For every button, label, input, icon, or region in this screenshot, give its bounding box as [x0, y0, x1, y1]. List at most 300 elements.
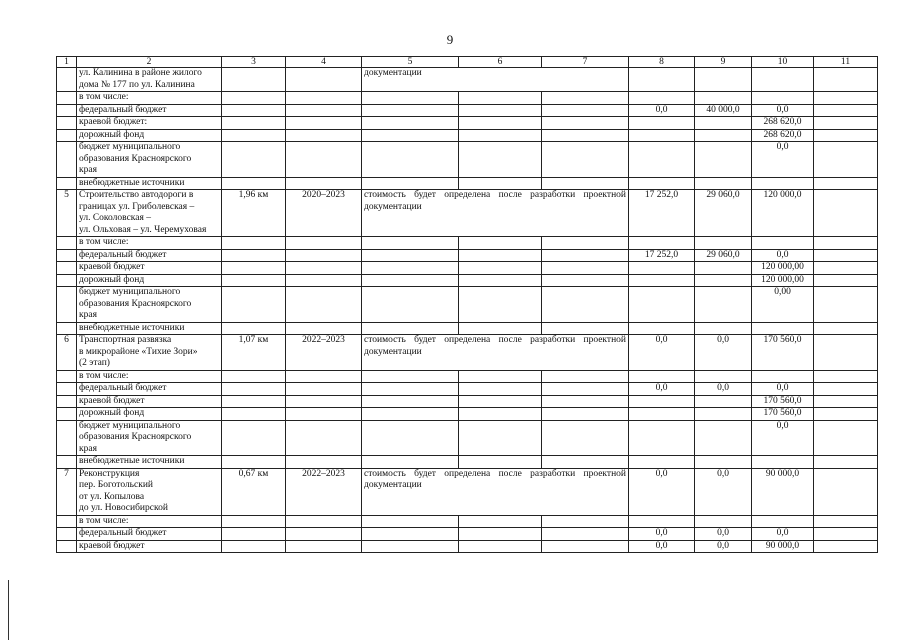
value-cell: 120 000,0	[752, 190, 814, 237]
length-cell	[222, 383, 286, 396]
value-cell: 29 060,0	[695, 190, 752, 237]
value-cell	[695, 370, 752, 383]
row-number-cell	[57, 395, 77, 408]
value-cell	[752, 456, 814, 469]
name-cell: федеральный бюджет	[77, 528, 222, 541]
table-row-subitem	[57, 420, 878, 456]
value-cell: 0,0	[695, 383, 752, 396]
cost-note-cell	[362, 129, 459, 142]
value-cell	[695, 515, 752, 528]
value-cell: 40 000,0	[695, 104, 752, 117]
empty-cell	[542, 420, 629, 456]
value-cell	[629, 515, 695, 528]
value-cell	[695, 92, 752, 105]
empty-cell	[814, 177, 878, 190]
empty-cell	[459, 104, 542, 117]
empty-cell	[459, 370, 542, 383]
value-cell	[695, 395, 752, 408]
empty-cell	[542, 92, 629, 105]
name-cell: бюджет муниципального образования Красноярского края	[77, 420, 222, 456]
empty-cell	[459, 142, 542, 178]
value-cell: 0,0	[629, 540, 695, 553]
empty-cell	[542, 383, 629, 396]
period-cell	[286, 287, 362, 323]
value-cell	[695, 262, 752, 275]
empty-cell	[542, 540, 629, 553]
cost-note-cell	[362, 540, 459, 553]
empty-cell	[542, 287, 629, 323]
value-cell	[629, 408, 695, 421]
empty-cell	[814, 92, 878, 105]
period-cell	[286, 117, 362, 130]
empty-cell	[542, 117, 629, 130]
period-cell	[286, 395, 362, 408]
value-cell: 268 620,0	[752, 117, 814, 130]
empty-cell	[459, 237, 542, 250]
value-cell	[752, 237, 814, 250]
row-number-cell	[57, 142, 77, 178]
value-cell	[695, 177, 752, 190]
row-number-cell: 7	[57, 468, 77, 515]
investment-table	[56, 56, 878, 553]
empty-cell	[814, 129, 878, 142]
cost-note-cell: стоимость будет определена после разработки проектной документации	[362, 190, 629, 237]
cost-note-cell	[362, 177, 459, 190]
name-cell: краевой бюджет	[77, 262, 222, 275]
header-cell: 3	[222, 57, 286, 68]
period-cell	[286, 104, 362, 117]
length-cell	[222, 322, 286, 335]
scan-margin-line	[8, 580, 9, 640]
value-cell	[629, 456, 695, 469]
name-cell: внебюджетные источники	[77, 177, 222, 190]
table-row-subitem	[57, 177, 878, 190]
name-cell: краевой бюджет:	[77, 117, 222, 130]
empty-cell	[814, 408, 878, 421]
name-cell: федеральный бюджет	[77, 383, 222, 396]
length-cell	[222, 540, 286, 553]
row-number-cell	[57, 129, 77, 142]
empty-cell	[459, 92, 542, 105]
period-cell	[286, 177, 362, 190]
row-number-cell	[57, 540, 77, 553]
table-row-subitem	[57, 92, 878, 105]
table-row-subitem	[57, 383, 878, 396]
value-cell	[752, 322, 814, 335]
table-row-subitem	[57, 117, 878, 130]
header-cell: 4	[286, 57, 362, 68]
header-cell: 10	[752, 57, 814, 68]
value-cell: 170 560,0	[752, 395, 814, 408]
row-number-cell	[57, 515, 77, 528]
table-row-subitem	[57, 540, 878, 553]
value-cell	[695, 420, 752, 456]
row-number-cell	[57, 408, 77, 421]
row-number-cell	[57, 322, 77, 335]
page-number: 9	[446, 32, 454, 47]
value-cell: 170 560,0	[752, 335, 814, 371]
empty-cell	[542, 104, 629, 117]
row-number-cell	[57, 249, 77, 262]
row-number-cell	[57, 383, 77, 396]
table-row-subitem	[57, 249, 878, 262]
period-cell	[286, 68, 362, 92]
cost-note-cell	[362, 92, 459, 105]
value-cell	[695, 322, 752, 335]
name-cell: внебюджетные источники	[77, 322, 222, 335]
name-cell: в том числе:	[77, 515, 222, 528]
empty-cell	[814, 287, 878, 323]
period-cell	[286, 274, 362, 287]
length-cell	[222, 249, 286, 262]
row-number-cell	[57, 117, 77, 130]
period-cell	[286, 370, 362, 383]
value-cell: 0,00	[752, 287, 814, 323]
empty-cell	[814, 420, 878, 456]
cost-note-cell	[362, 274, 459, 287]
cost-note-cell	[362, 528, 459, 541]
length-cell	[222, 287, 286, 323]
length-cell	[222, 129, 286, 142]
value-cell: 0,0	[752, 420, 814, 456]
length-cell	[222, 408, 286, 421]
empty-cell	[814, 322, 878, 335]
value-cell: 0,0	[752, 528, 814, 541]
empty-cell	[814, 117, 878, 130]
table-row-subitem	[57, 274, 878, 287]
empty-cell	[459, 383, 542, 396]
empty-cell	[459, 515, 542, 528]
period-cell	[286, 515, 362, 528]
row-number-cell	[57, 287, 77, 323]
empty-cell	[814, 456, 878, 469]
header-cell: 8	[629, 57, 695, 68]
header-cell: 5	[362, 57, 459, 68]
table-row-subitem	[57, 104, 878, 117]
row-number-cell	[57, 68, 77, 92]
empty-cell	[814, 68, 878, 92]
empty-cell	[542, 322, 629, 335]
table-row-subitem	[57, 515, 878, 528]
value-cell	[695, 117, 752, 130]
empty-cell	[814, 142, 878, 178]
value-cell: 0,0	[695, 528, 752, 541]
value-cell: 0,0	[629, 468, 695, 515]
table-row-item	[57, 468, 878, 515]
empty-cell	[814, 190, 878, 237]
empty-cell	[542, 129, 629, 142]
table-row-subitem	[57, 456, 878, 469]
empty-cell	[542, 456, 629, 469]
period-cell	[286, 249, 362, 262]
value-cell	[752, 370, 814, 383]
value-cell: 0,0	[629, 335, 695, 371]
length-cell	[222, 370, 286, 383]
value-cell	[695, 456, 752, 469]
row-number-cell: 6	[57, 335, 77, 371]
row-number-cell: 5	[57, 190, 77, 237]
cost-note-cell	[362, 456, 459, 469]
period-cell	[286, 262, 362, 275]
cost-note-cell	[362, 117, 459, 130]
empty-cell	[814, 468, 878, 515]
value-cell	[629, 322, 695, 335]
table-row-subitem	[57, 129, 878, 142]
name-cell: краевой бюджет	[77, 395, 222, 408]
row-number-cell	[57, 177, 77, 190]
period-cell	[286, 408, 362, 421]
name-cell: в том числе:	[77, 370, 222, 383]
length-cell	[222, 142, 286, 178]
empty-cell	[542, 237, 629, 250]
value-cell: 29 060,0	[695, 249, 752, 262]
value-cell: 120 000,00	[752, 262, 814, 275]
value-cell	[695, 287, 752, 323]
value-cell: 17 252,0	[629, 249, 695, 262]
period-cell	[286, 540, 362, 553]
length-cell	[222, 420, 286, 456]
value-cell	[752, 68, 814, 92]
value-cell: 0,0	[752, 104, 814, 117]
value-cell	[629, 237, 695, 250]
name-cell: в том числе:	[77, 237, 222, 250]
period-cell	[286, 456, 362, 469]
value-cell	[752, 92, 814, 105]
value-cell: 120 000,00	[752, 274, 814, 287]
value-cell	[629, 262, 695, 275]
value-cell	[629, 395, 695, 408]
period-cell: 2022–2023	[286, 335, 362, 371]
table-row-subitem	[57, 142, 878, 178]
value-cell: 0,0	[752, 249, 814, 262]
empty-cell	[542, 249, 629, 262]
length-cell: 1,07 км	[222, 335, 286, 371]
empty-cell	[814, 104, 878, 117]
length-cell	[222, 515, 286, 528]
cost-note-cell	[362, 395, 459, 408]
header-cell: 6	[459, 57, 542, 68]
cost-note-cell	[362, 249, 459, 262]
length-cell	[222, 92, 286, 105]
table-row-subitem	[57, 262, 878, 275]
cost-note-cell: документации	[362, 68, 629, 92]
name-cell: краевой бюджет	[77, 540, 222, 553]
name-cell: дорожный фонд	[77, 129, 222, 142]
value-cell	[695, 68, 752, 92]
value-cell	[629, 92, 695, 105]
cost-note-cell	[362, 515, 459, 528]
name-cell: федеральный бюджет	[77, 104, 222, 117]
value-cell: 0,0	[695, 540, 752, 553]
row-number-cell	[57, 456, 77, 469]
empty-cell	[459, 322, 542, 335]
row-number-cell	[57, 237, 77, 250]
empty-cell	[459, 117, 542, 130]
table-row-subitem	[57, 370, 878, 383]
table-row-item	[57, 190, 878, 237]
value-cell	[629, 142, 695, 178]
empty-cell	[814, 237, 878, 250]
value-cell: 0,0	[629, 383, 695, 396]
table-row-subitem	[57, 322, 878, 335]
length-cell	[222, 395, 286, 408]
period-cell: 2022–2023	[286, 468, 362, 515]
length-cell	[222, 456, 286, 469]
cost-note-cell	[362, 322, 459, 335]
cost-note-cell	[362, 287, 459, 323]
table-row-item	[57, 335, 878, 371]
row-number-cell	[57, 370, 77, 383]
value-cell	[629, 68, 695, 92]
cost-note-cell	[362, 383, 459, 396]
period-cell	[286, 383, 362, 396]
value-cell	[752, 515, 814, 528]
empty-cell	[814, 515, 878, 528]
empty-cell	[459, 456, 542, 469]
row-number-cell	[57, 420, 77, 456]
period-cell	[286, 528, 362, 541]
table-row-subitem	[57, 395, 878, 408]
period-cell	[286, 237, 362, 250]
row-number-cell	[57, 262, 77, 275]
value-cell	[629, 287, 695, 323]
period-cell: 2020–2023	[286, 190, 362, 237]
cost-note-cell	[362, 237, 459, 250]
header-cell: 7	[542, 57, 629, 68]
length-cell	[222, 68, 286, 92]
value-cell	[629, 370, 695, 383]
empty-cell	[814, 395, 878, 408]
value-cell: 0,0	[629, 528, 695, 541]
row-number-cell	[57, 274, 77, 287]
value-cell: 90 000,0	[752, 540, 814, 553]
empty-cell	[814, 528, 878, 541]
value-cell: 17 252,0	[629, 190, 695, 237]
empty-cell	[542, 395, 629, 408]
value-cell: 0,0	[629, 104, 695, 117]
value-cell: 0,0	[752, 383, 814, 396]
length-cell	[222, 237, 286, 250]
length-cell	[222, 528, 286, 541]
empty-cell	[459, 262, 542, 275]
length-cell: 1,96 км	[222, 190, 286, 237]
empty-cell	[542, 408, 629, 421]
value-cell	[695, 129, 752, 142]
value-cell	[752, 177, 814, 190]
length-cell	[222, 262, 286, 275]
period-cell	[286, 322, 362, 335]
value-cell	[695, 274, 752, 287]
empty-cell	[459, 177, 542, 190]
header-cell: 2	[77, 57, 222, 68]
empty-cell	[542, 142, 629, 178]
value-cell	[629, 274, 695, 287]
cost-note-cell: стоимость будет определена после разработки проектной документации	[362, 468, 629, 515]
header-row	[57, 57, 878, 68]
period-cell	[286, 142, 362, 178]
empty-cell	[542, 262, 629, 275]
empty-cell	[459, 249, 542, 262]
empty-cell	[459, 420, 542, 456]
value-cell	[695, 237, 752, 250]
value-cell	[695, 142, 752, 178]
period-cell	[286, 420, 362, 456]
name-cell: Строительство автодороги в границах ул. Гриболевская – ул. Соколовская – ул. Ольховая – ул. Черемуховая	[77, 190, 222, 237]
empty-cell	[814, 383, 878, 396]
empty-cell	[542, 370, 629, 383]
name-cell: дорожный фонд	[77, 408, 222, 421]
cost-note-cell	[362, 104, 459, 117]
value-cell	[629, 420, 695, 456]
cost-note-cell	[362, 420, 459, 456]
empty-cell	[542, 528, 629, 541]
table-row-subitem	[57, 237, 878, 250]
name-cell: внебюджетные источники	[77, 456, 222, 469]
value-cell	[629, 117, 695, 130]
value-cell: 0,0	[752, 142, 814, 178]
header-cell: 1	[57, 57, 77, 68]
empty-cell	[459, 274, 542, 287]
row-number-cell	[57, 104, 77, 117]
cost-note-cell	[362, 370, 459, 383]
empty-cell	[814, 335, 878, 371]
value-cell: 0,0	[695, 335, 752, 371]
table-row-item	[57, 68, 878, 92]
row-number-cell	[57, 92, 77, 105]
name-cell: Транспортная развязка в микрорайоне «Тихие Зори» (2 этап)	[77, 335, 222, 371]
cost-note-cell	[362, 262, 459, 275]
empty-cell	[459, 287, 542, 323]
value-cell: 0,0	[695, 468, 752, 515]
length-cell	[222, 104, 286, 117]
empty-cell	[814, 262, 878, 275]
name-cell: в том числе:	[77, 92, 222, 105]
table-row-subitem	[57, 408, 878, 421]
row-number-cell	[57, 528, 77, 541]
length-cell	[222, 177, 286, 190]
empty-cell	[814, 540, 878, 553]
value-cell	[629, 177, 695, 190]
empty-cell	[459, 395, 542, 408]
table-row-subitem	[57, 287, 878, 323]
length-cell	[222, 117, 286, 130]
value-cell	[629, 129, 695, 142]
value-cell: 268 620,0	[752, 129, 814, 142]
name-cell: федеральный бюджет	[77, 249, 222, 262]
period-cell	[286, 129, 362, 142]
cost-note-cell	[362, 408, 459, 421]
value-cell	[695, 408, 752, 421]
cost-note-cell: стоимость будет определена после разработки проектной документации	[362, 335, 629, 371]
empty-cell	[542, 177, 629, 190]
value-cell: 170 560,0	[752, 408, 814, 421]
empty-cell	[814, 249, 878, 262]
table-row-subitem	[57, 528, 878, 541]
empty-cell	[542, 515, 629, 528]
name-cell: дорожный фонд	[77, 274, 222, 287]
empty-cell	[459, 528, 542, 541]
empty-cell	[459, 540, 542, 553]
empty-cell	[459, 408, 542, 421]
length-cell	[222, 274, 286, 287]
empty-cell	[459, 129, 542, 142]
name-cell: ул. Калинина в районе жилого дома № 177 по ул. Калинина	[77, 68, 222, 92]
cost-note-cell	[362, 142, 459, 178]
header-cell: 11	[814, 57, 878, 68]
empty-cell	[814, 274, 878, 287]
value-cell: 90 000,0	[752, 468, 814, 515]
name-cell: Реконструкция пер. Боготольский от ул. Копылова до ул. Новосибирской	[77, 468, 222, 515]
